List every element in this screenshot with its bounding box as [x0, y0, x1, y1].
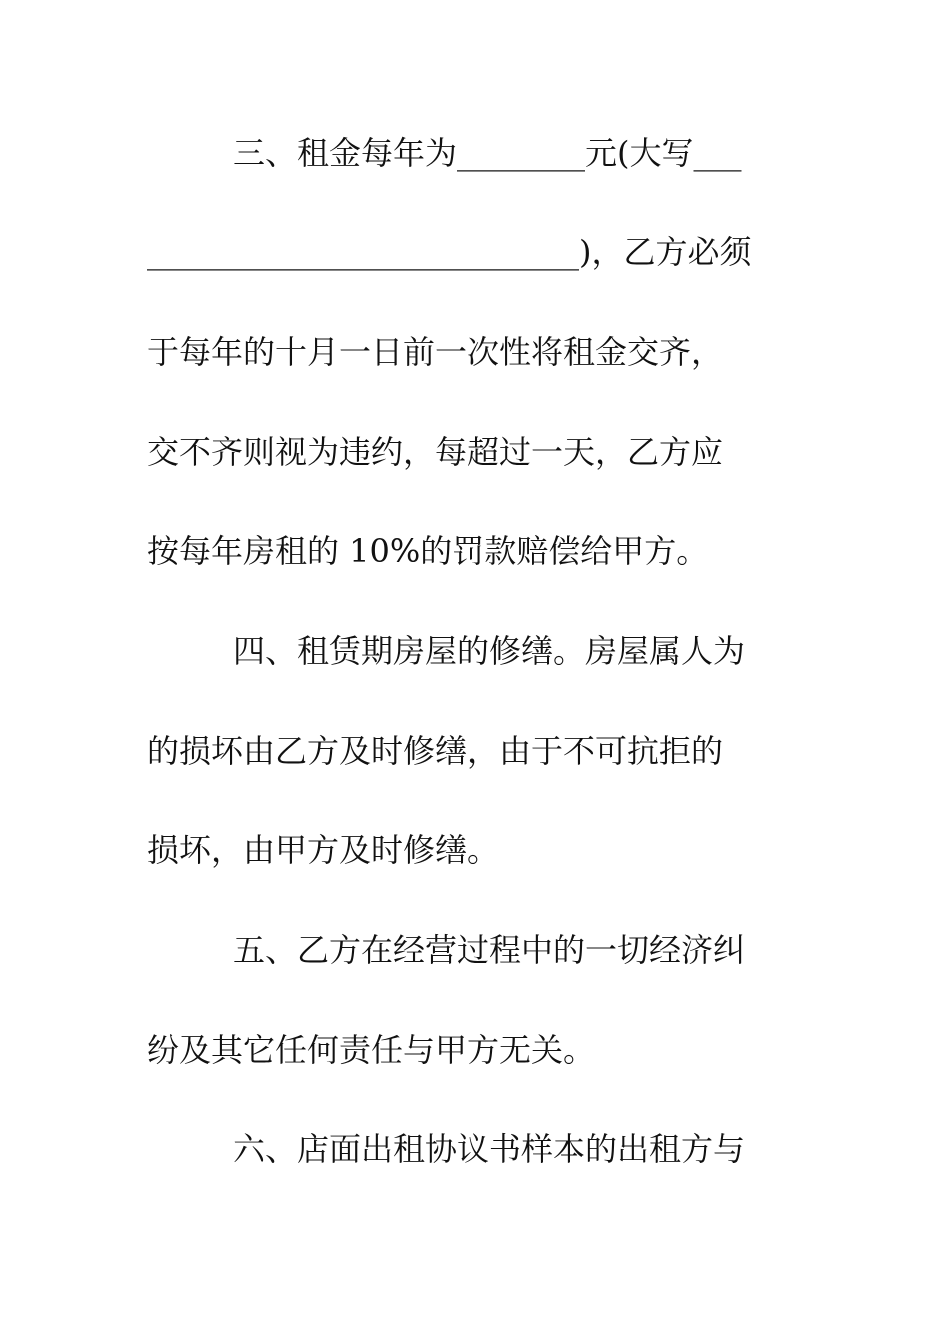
text-line-8: 损坏，由甲方及时修缮。 — [147, 831, 500, 869]
text-line-6: 四、租赁期房屋的修缮。房屋属人为 — [233, 632, 746, 670]
text-line-5: 按每年房租的 10%的罚款赔偿给甲方。 — [147, 532, 709, 570]
text-line-10: 纷及其它任何责任与甲方无关。 — [147, 1031, 596, 1069]
text-line-7: 的损坏由乙方及时修缮，由于不可抗拒的 — [147, 732, 724, 770]
text-line-2: ___________________________)，乙方必须 — [147, 233, 752, 271]
text-line-9: 五、乙方在经营过程中的一切经济纠 — [233, 931, 746, 969]
text-line-1: 三、租金每年为________元(大写___ — [233, 134, 742, 172]
text-line-3: 于每年的十月一日前一次性将租金交齐， — [147, 333, 724, 371]
text-line-4: 交不齐则视为违约，每超过一天，乙方应 — [147, 433, 724, 471]
text-line-11: 六、店面出租协议书样本的出租方与 — [233, 1130, 746, 1168]
